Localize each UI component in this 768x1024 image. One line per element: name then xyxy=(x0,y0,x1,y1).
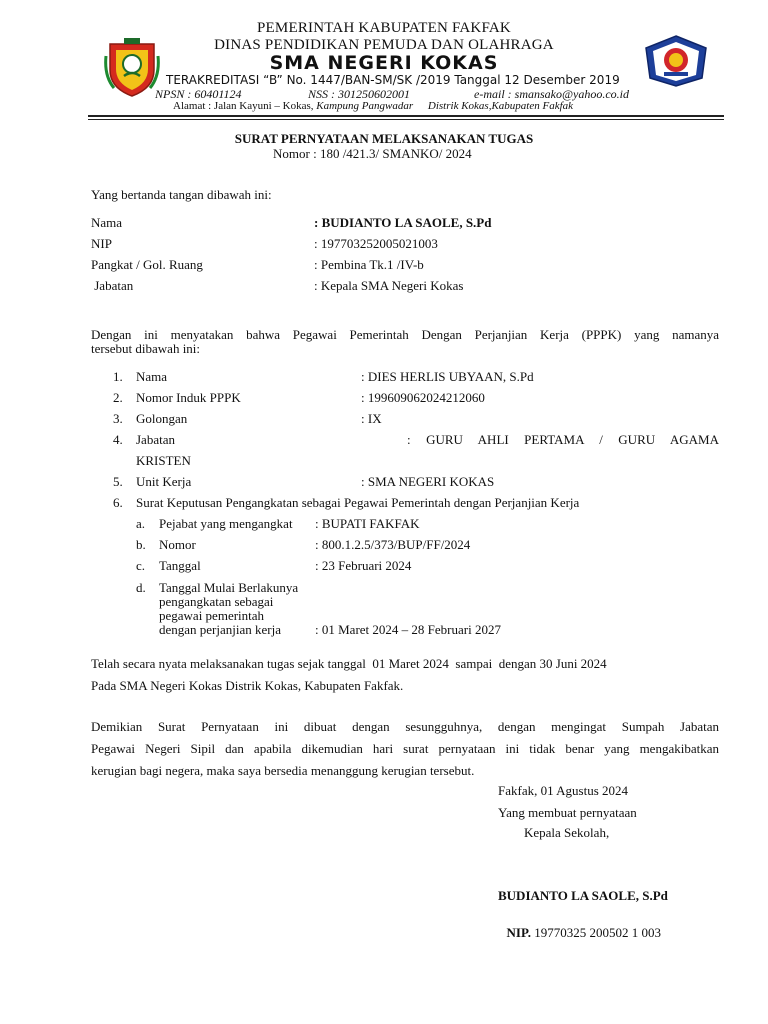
sk-official-label: Pejabat yang mengangkat xyxy=(159,516,293,531)
employee-num-3: 3. xyxy=(113,411,123,426)
employee-num-2: 2. xyxy=(113,390,123,405)
signer-nip-label: NIP xyxy=(91,236,112,251)
statement-line-1: Dengan ini menyatakan bahwa Pegawai Pemerintah Dengan Perjanjian Kerja (PPPK) yang namanya xyxy=(91,327,719,342)
sk-number-value: : 800.1.2.5/373/BUP/FF/2024 xyxy=(315,537,471,552)
signer-nip-value: : 197703252005021003 xyxy=(314,236,438,251)
header-line-2: DINAS PENDIDIKAN PEMUDA DAN OLAHRAGA xyxy=(214,37,554,53)
address xyxy=(173,100,573,112)
sk-effective-label-1: Tanggal Mulai Berlakunya xyxy=(159,580,299,595)
employee-position-value: : GURU AHLI PERTAMA / GURU AGAMA xyxy=(407,432,719,447)
employee-grade-value: : IX xyxy=(361,411,382,426)
employee-nip-value: : 199609062024212060 xyxy=(361,390,485,405)
signature-maker: Yang membuat pernyataan xyxy=(498,805,637,820)
employee-position-label: Jabatan xyxy=(136,432,175,447)
employee-nip-label: Nomor Induk PPPK xyxy=(136,390,241,405)
signature-nip-label: NIP. xyxy=(506,925,531,940)
employee-name-value: : DIES HERLIS UBYAAN, S.Pd xyxy=(361,369,534,384)
sk-letter-b: b. xyxy=(136,537,146,552)
letter-title: SURAT PERNYATAAN MELAKSANAKAN TUGAS xyxy=(234,131,534,146)
employee-num-1: 1. xyxy=(113,369,123,384)
sk-effective-label-4: dengan perjanjian kerja xyxy=(159,622,281,637)
signature-name: BUDIANTO LA SAOLE, S.Pd xyxy=(498,888,668,903)
employee-unit-label: Unit Kerja xyxy=(136,474,192,489)
sk-effective-label-2: pengangkatan sebagai xyxy=(159,594,274,609)
employee-num-4: 4. xyxy=(113,432,123,447)
intro-text: Yang bertanda tangan dibawah ini: xyxy=(91,187,272,202)
address-kampung: Kampung Pangwadar xyxy=(316,100,414,112)
accreditation-line: TERAKREDITASI “B” No. 1447/BAN-SM/SK /2019 Tanggal 12 Desember 2019 xyxy=(166,73,620,87)
closing-line-1: Demikian Surat Pernyataan ini dibuat dengan sesungguhnya, dengan mengingat Sumpah Jabatan xyxy=(91,719,719,734)
sk-letter-c: c. xyxy=(136,558,146,573)
signer-name-value: : BUDIANTO LA SAOLE, S.Pd xyxy=(314,215,492,230)
signer-position-value: : Kepala SMA Negeri Kokas xyxy=(314,278,464,293)
letter-number: Nomor : 180 /421.3/ SMANKO/ 2024 xyxy=(273,146,472,161)
signature-role: Kepala Sekolah, xyxy=(524,825,610,840)
school-name: SMA NEGERI KOKAS xyxy=(269,52,499,74)
sk-effective-label-3: pegawai pemerintah xyxy=(159,608,265,623)
signature-place-date: Fakfak, 01 Agustus 2024 xyxy=(498,783,628,798)
header-divider-thick xyxy=(88,115,724,117)
employee-sk-heading: Surat Keputusan Pengangkatan sebagai Pegawai Pemerintah dengan Perjanjian Kerja xyxy=(136,495,580,510)
employee-name-label: Nama xyxy=(136,369,168,384)
npsn: NPSN : 60401124 xyxy=(155,87,242,101)
signer-position-label: Jabatan xyxy=(91,278,134,293)
nss: NSS : 301250602001 xyxy=(308,87,410,101)
sk-date-label: Tanggal xyxy=(159,558,201,573)
address-distrik: Distrik Kokas,Kabupaten Fakfak xyxy=(427,100,574,112)
sk-number-label: Nomor xyxy=(159,537,196,552)
employee-position-continued: KRISTEN xyxy=(136,453,191,468)
closing-line-3: kerugian bagi negera, maka saya bersedia menanggung kerugian tersebut. xyxy=(91,763,475,778)
employee-grade-label: Golongan xyxy=(136,411,188,426)
header-line-1: PEMERINTAH KABUPATEN FAKFAK xyxy=(257,20,511,36)
sk-effective-value: : 01 Maret 2024 – 28 Februari 2027 xyxy=(315,622,501,637)
statement-line-2: tersebut dibawah ini: xyxy=(91,341,201,356)
employee-num-5: 5. xyxy=(113,474,123,489)
employee-num-6: 6. xyxy=(113,495,123,510)
signer-rank-label: Pangkat / Gol. Ruang xyxy=(91,257,203,272)
address-label: Alamat : Jalan Kayuni – Kokas, xyxy=(173,100,314,112)
signature-nip-value: 19770325 200502 1 003 xyxy=(530,925,661,940)
sk-letter-d: d. xyxy=(136,580,146,595)
duty-line-2: Pada SMA Negeri Kokas Distrik Kokas, Kabupaten Fakfak. xyxy=(91,678,404,693)
duty-line-1: Telah secara nyata melaksanakan tugas sejak tanggal 01 Maret 2024 sampai dengan 30 Juni 2024 xyxy=(91,656,607,671)
sk-official-value: : BUPATI FAKFAK xyxy=(315,516,420,531)
sk-letter-a: a. xyxy=(136,516,146,531)
employee-unit-value: : SMA NEGERI KOKAS xyxy=(361,474,495,489)
header-divider-thin xyxy=(88,119,724,120)
signer-name-label: Nama xyxy=(91,215,123,230)
signature-nip xyxy=(500,909,661,941)
sk-date-value: : 23 Februari 2024 xyxy=(315,558,412,573)
closing-line-2: Pegawai Negeri Sipil dan apabila dikemudian hari surat pernyataan ini tidak benar yang mengakibatkan xyxy=(91,741,719,756)
signer-rank-value: : Pembina Tk.1 /IV-b xyxy=(314,257,424,272)
email: e-mail : smansako@yahoo.co.id xyxy=(474,87,630,101)
